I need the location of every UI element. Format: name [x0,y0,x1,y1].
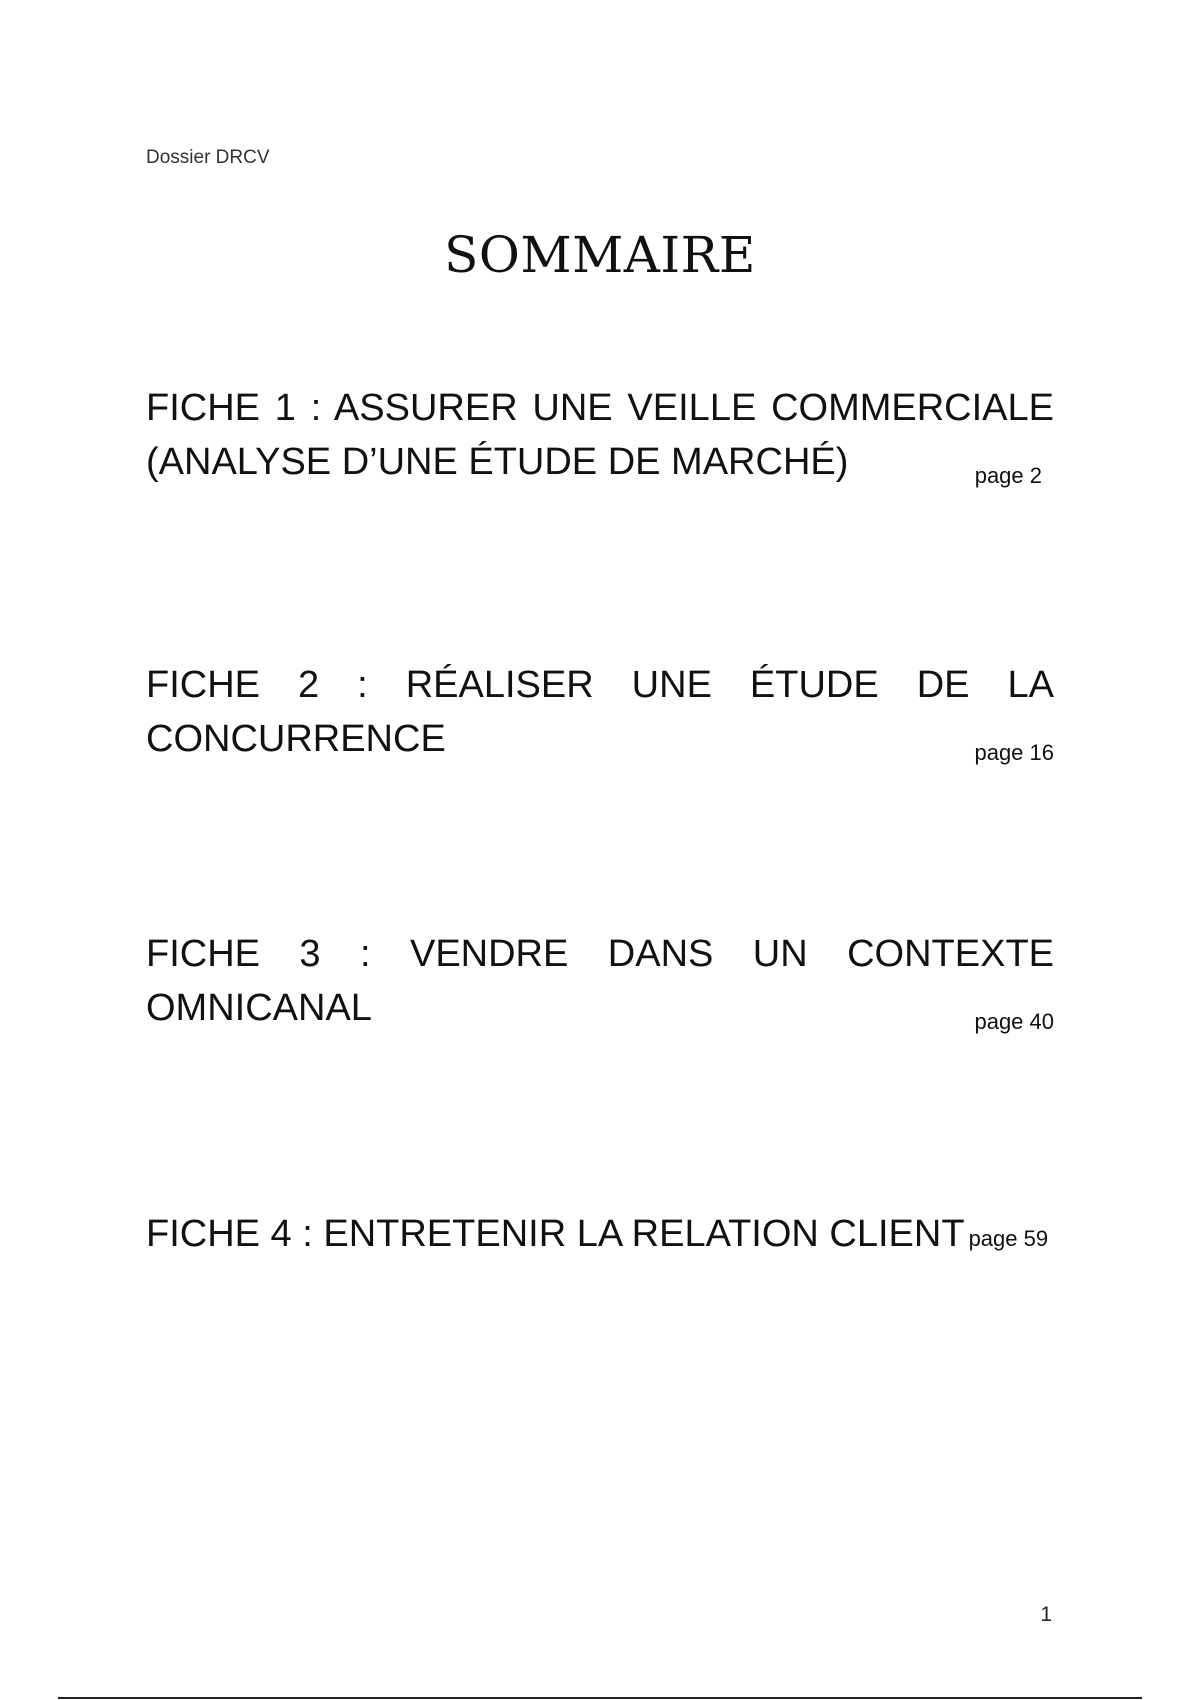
toc-entry-page-ref: page 40 [974,1009,1054,1034]
toc-entry-fiche-1[interactable] [146,381,1054,489]
toc-entry-fiche-2[interactable] [146,658,1054,766]
footer-divider [58,1697,1142,1699]
toc-entry-page-ref: page 2 [974,463,1042,488]
toc-entry-title-line-1: FICHE 2 : RÉALISER UNE ÉTUDE DE LA [146,664,1054,706]
toc-entry-title-line-2 [146,981,1054,1035]
document-header-label: Dossier DRCV [146,147,270,168]
toc-entry-title-text: OMNICANAL [146,987,372,1029]
toc-entry-fiche-4[interactable] [146,1207,1049,1266]
toc-entry-page-ref: page 16 [974,740,1054,765]
toc-entry-title-text: CONCURRENCE [146,718,446,760]
toc-entry-title-text: FICHE 4 : ENTRETENIR LA RELATION CLIENT [146,1213,965,1255]
toc-entry-title-text: (ANALYSE D’UNE ÉTUDE DE MARCHÉ) [146,441,849,483]
toc-entry-title-line-1: FICHE 3 : VENDRE DANS UN CONTEXTE [146,933,1054,975]
toc-entry-fiche-3[interactable] [146,927,1054,1035]
page-number: 1 [1040,1603,1052,1626]
toc-entry-title-line-1: FICHE 1 : ASSURER UNE VEILLE COMMERCIALE [146,387,1054,429]
toc-entry-title-line-2 [146,435,1054,489]
toc-entry-page-ref: page 59 [968,1226,1049,1251]
page-title: SOMMAIRE [444,226,756,284]
toc-entry-title-line-2 [146,712,1054,766]
